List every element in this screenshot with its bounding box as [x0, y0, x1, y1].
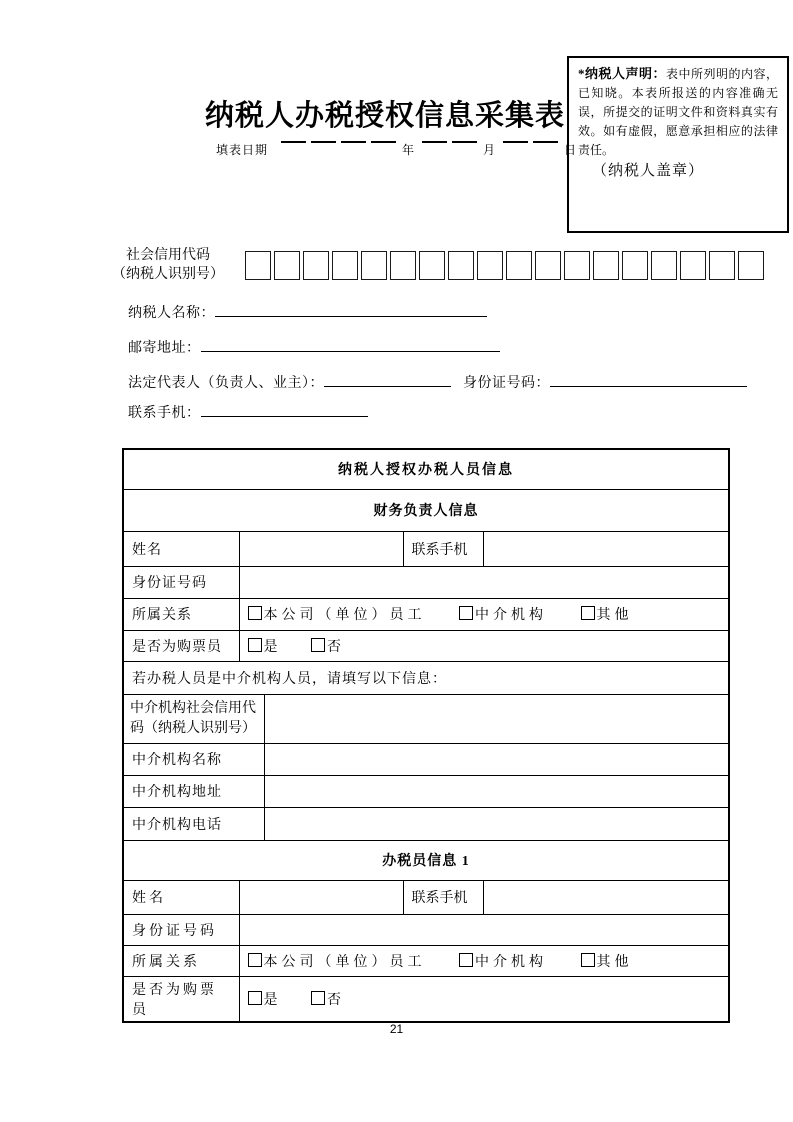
credit-code-label-line2: （纳税人识别号） — [112, 267, 224, 282]
finance-section-title: 财务负责人信息 — [123, 489, 729, 531]
declaration-heading: *纳税人声明： — [578, 66, 666, 81]
checkbox-icon[interactable] — [248, 638, 262, 652]
finance-relation-option-agency[interactable] — [459, 608, 547, 623]
finance-purchaser-option-yes-label: 是 — [263, 639, 282, 655]
finance-relation-option-other-label: 其他 — [596, 608, 633, 623]
clerk-relation-option-other[interactable] — [581, 955, 633, 970]
credit-code-box[interactable] — [709, 251, 735, 280]
contact-phone-line — [128, 402, 368, 422]
blank-segment[interactable] — [371, 131, 396, 143]
credit-code-label — [98, 246, 238, 284]
finance-name-cell[interactable] — [239, 531, 403, 566]
taxpayer-seal-label: （纳税人盖章） — [592, 163, 705, 179]
finance-purchaser-option-no[interactable] — [311, 640, 345, 655]
finance-relation-option-other[interactable] — [581, 608, 633, 623]
checkbox-icon[interactable] — [459, 953, 473, 967]
taxpayer-declaration-box — [567, 56, 789, 233]
declaration-text — [578, 64, 778, 160]
credit-code-box[interactable] — [738, 251, 764, 280]
authorized-personnel-table — [122, 448, 730, 1023]
checkbox-icon[interactable] — [248, 953, 262, 967]
clerk-id-cell[interactable] — [239, 914, 729, 945]
agency-credit-code-label: 中介机构社会信用代码（纳税人识别号） — [123, 694, 264, 743]
credit-code-box[interactable] — [680, 251, 706, 280]
clerk-relation-option-other-label: 其他 — [596, 954, 633, 970]
clerk-phone-cell[interactable] — [483, 880, 729, 914]
table-title: 纳税人授权办税人员信息 — [123, 449, 729, 489]
contact-phone-label: 联系手机： — [128, 406, 201, 421]
blank-segment[interactable] — [311, 131, 336, 143]
clerk-relation-option-agency[interactable] — [459, 955, 547, 970]
finance-phone-cell[interactable] — [483, 531, 729, 566]
credit-code-box[interactable] — [506, 251, 532, 280]
legal-rep-label: 法定代表人（负责人、业主）： — [128, 376, 324, 391]
credit-code-box[interactable] — [303, 251, 329, 280]
clerk-section-title: 办税员信息 1 — [123, 840, 729, 880]
credit-code-box[interactable] — [564, 251, 590, 280]
credit-code-box[interactable] — [390, 251, 416, 280]
blank-segment[interactable] — [281, 131, 306, 143]
checkbox-icon[interactable] — [581, 953, 595, 967]
agency-credit-code-cell[interactable] — [264, 694, 729, 743]
checkbox-icon[interactable] — [459, 606, 473, 620]
credit-code-label-line1: 社会信用代码 — [126, 248, 210, 263]
page-number: 21 — [389, 1022, 404, 1036]
agency-name-label: 中介机构名称 — [123, 743, 264, 775]
mail-address-label: 邮寄地址： — [128, 341, 201, 356]
checkbox-icon[interactable] — [248, 991, 262, 1005]
credit-code-box[interactable] — [477, 251, 503, 280]
finance-name-label: 姓名 — [123, 531, 239, 566]
taxpayer-name-line — [128, 302, 487, 322]
mail-address-input[interactable] — [201, 337, 500, 352]
clerk-relation-label: 所属关系 — [123, 945, 239, 976]
agency-name-cell[interactable] — [264, 743, 729, 775]
finance-phone-label: 联系手机 — [403, 531, 483, 566]
credit-code-box[interactable] — [535, 251, 561, 280]
clerk-phone-label: 联系手机 — [403, 880, 483, 914]
taxpayer-name-label: 纳税人名称： — [128, 306, 215, 321]
blank-segment[interactable] — [533, 131, 558, 143]
checkbox-icon[interactable] — [581, 606, 595, 620]
finance-relation-options — [239, 598, 729, 630]
id-number-input[interactable] — [550, 372, 747, 387]
finance-id-cell[interactable] — [239, 566, 729, 598]
credit-code-box[interactable] — [245, 251, 271, 280]
finance-purchaser-option-yes[interactable] — [248, 640, 282, 655]
taxpayer-name-input[interactable] — [215, 302, 487, 317]
checkbox-icon[interactable] — [311, 991, 325, 1005]
fill-date-line — [216, 131, 584, 158]
clerk-purchaser-options — [239, 976, 729, 1022]
checkbox-icon[interactable] — [248, 606, 262, 620]
year-label: 年 — [402, 143, 415, 157]
blank-segment[interactable] — [503, 131, 528, 143]
finance-relation-option-agency-label: 中介机构 — [475, 608, 547, 623]
agency-note: 若办税人员是中介机构人员，请填写以下信息： — [123, 661, 729, 694]
clerk-purchaser-option-no[interactable] — [311, 993, 345, 1008]
clerk-purchaser-option-yes-label: 是 — [263, 992, 282, 1008]
agency-phone-cell[interactable] — [264, 807, 729, 840]
finance-relation-option-company-label: 本公司（单位）员工 — [263, 608, 426, 623]
finance-id-label: 身份证号码 — [123, 566, 239, 598]
clerk-name-cell[interactable] — [239, 880, 403, 914]
clerk-relation-option-company-label: 本公司（单位）员工 — [263, 954, 426, 970]
day-label: 日 — [564, 143, 577, 157]
mail-address-line — [128, 337, 500, 357]
contact-phone-input[interactable] — [201, 402, 368, 417]
clerk-relation-options — [239, 945, 729, 976]
finance-purchaser-option-no-label: 否 — [327, 639, 345, 655]
credit-code-box[interactable] — [593, 251, 619, 280]
blank-segment[interactable] — [422, 131, 447, 143]
credit-code-box[interactable] — [332, 251, 358, 280]
clerk-purchaser-option-yes[interactable] — [248, 993, 282, 1008]
clerk-name-label: 姓名 — [123, 880, 239, 914]
clerk-purchaser-option-no-label: 否 — [327, 992, 345, 1008]
finance-purchaser-options — [239, 630, 729, 661]
blank-segment[interactable] — [452, 131, 477, 143]
clerk-relation-option-company[interactable] — [248, 955, 426, 970]
clerk-purchaser-label: 是否为购票员 — [123, 976, 239, 1022]
finance-relation-option-company[interactable] — [248, 608, 426, 623]
blank-segment[interactable] — [341, 131, 366, 143]
id-number-label: 身份证号码： — [463, 376, 550, 391]
finance-relation-label: 所属关系 — [123, 598, 239, 630]
credit-code-box[interactable] — [274, 251, 300, 280]
checkbox-icon[interactable] — [311, 638, 325, 652]
legal-rep-line — [128, 372, 747, 392]
credit-code-box[interactable] — [419, 251, 445, 280]
legal-rep-input[interactable] — [324, 372, 451, 387]
credit-code-boxes — [245, 251, 764, 280]
month-label: 月 — [483, 143, 496, 157]
clerk-id-label: 身份证号码 — [123, 914, 239, 945]
finance-purchaser-label: 是否为购票员 — [123, 630, 239, 661]
agency-address-cell[interactable] — [264, 775, 729, 807]
page-title: 纳税人办税授权信息采集表 — [204, 100, 565, 132]
credit-code-box[interactable] — [651, 251, 677, 280]
credit-code-box[interactable] — [448, 251, 474, 280]
agency-phone-label: 中介机构电话 — [123, 807, 264, 840]
credit-code-box[interactable] — [622, 251, 648, 280]
fill-date-label: 填表日期 — [216, 143, 269, 157]
declaration-body: 表中所列明的内容，已知晓。本表所报送的内容准确无误，所提交的证明文件和资料真实有效。如有虚假，愿意承担相应的法律责任。 — [578, 67, 778, 157]
agency-address-label: 中介机构地址 — [123, 775, 264, 807]
clerk-relation-option-agency-label: 中介机构 — [475, 954, 547, 970]
credit-code-box[interactable] — [361, 251, 387, 280]
